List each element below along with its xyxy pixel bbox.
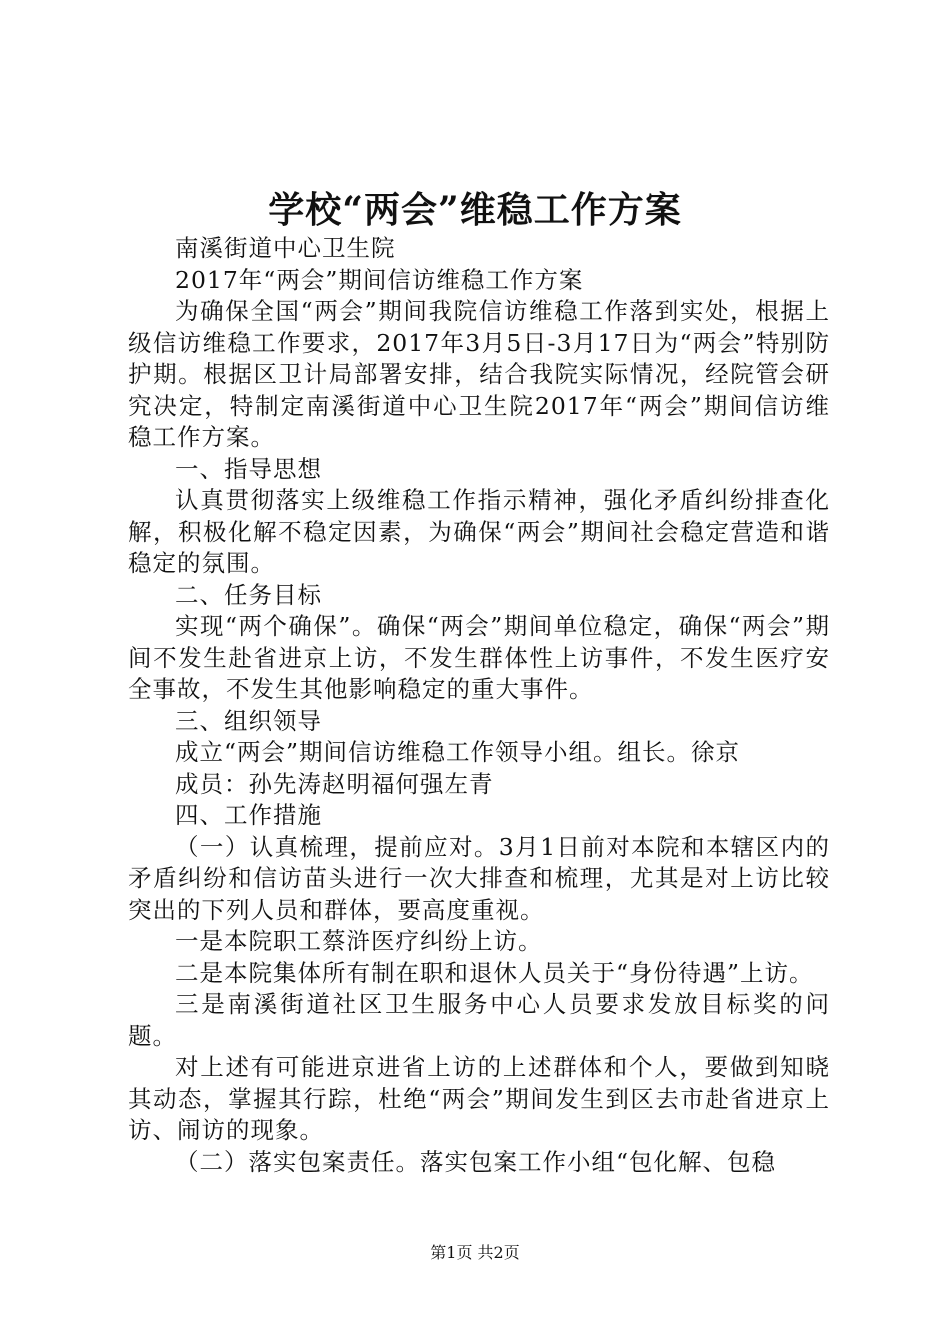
section-heading-leadership: 三、组织领导: [175, 706, 322, 735]
paragraph-intro: 为确保全国“两会”期间我院信访维稳工作落到实处，根据上级信访维稳工作要求，2017年3月5日-3月17日为“两会”特别防护期。根据区卫计局部署安排，结合我院实际情况，经院管会研究决定，特制定南溪街道中心卫生院2017年“两会”期间信访维稳工作方案。: [128, 297, 830, 451]
section-heading-guiding-thought: 一、指导思想: [175, 454, 322, 483]
paragraph-measure-1: （一）认真梳理，提前应对。3月1日前对本院和本辖区内的矛盾纠纷和信访苗头进行一次大排查和梳理，尤其是对上访比较突出的下列人员和群体，要高度重视。: [128, 832, 830, 924]
paragraph-item-3: 三是南溪街道社区卫生服务中心人员要求发放目标奖的问题。: [128, 990, 830, 1050]
paragraph-guiding-thought: 认真贯彻落实上级维稳工作指示精神，强化矛盾纠纷排查化解，积极化解不稳定因素，为确保“两会”期间社会稳定营造和谐稳定的氛围。: [128, 486, 830, 577]
paragraph-measure-2: （二）落实包案责任。落实包案工作小组“包化解、包稳: [175, 1147, 777, 1176]
paragraph-item-1: 一是本院职工蔡浒医疗纠纷上访。: [175, 927, 543, 955]
paragraph-task-goals: 实现“两个确保”。确保“两会”期间单位稳定，确保“两会”期间不发生赴省进京上访，不发生群体性上访事件，不发生医疗安全事故，不发生其他影响稳定的重大事件。: [128, 612, 830, 703]
paragraph-followup: 对上述有可能进京进省上访的上述群体和个人，要做到知晓其动态，掌握其行踪，杜绝“两会”期间发生到区去市赴省进京上访、闹访的现象。: [128, 1053, 830, 1144]
paragraph-plan-title: 2017年“两会”期间信访维稳工作方案: [175, 265, 584, 294]
paragraph-item-2: 二是本院集体所有制在职和退休人员关于“身份待遇”上访。: [175, 958, 814, 987]
paragraph-org-name: 南溪街道中心卫生院: [175, 234, 396, 262]
section-heading-task-goals: 二、任务目标: [175, 580, 322, 609]
document-title: 学校“两会”维稳工作方案: [268, 189, 682, 231]
paragraph-members: 成员：孙先涛赵明福何强左青: [175, 769, 494, 798]
document-body: [128, 233, 830, 1178]
page-footer: 第1页 共2页: [430, 1243, 520, 1262]
paragraph-leadership-group: 成立“两会”期间信访维稳工作领导小组。组长。徐京: [175, 738, 741, 766]
section-heading-measures: 四、工作措施: [175, 801, 322, 829]
